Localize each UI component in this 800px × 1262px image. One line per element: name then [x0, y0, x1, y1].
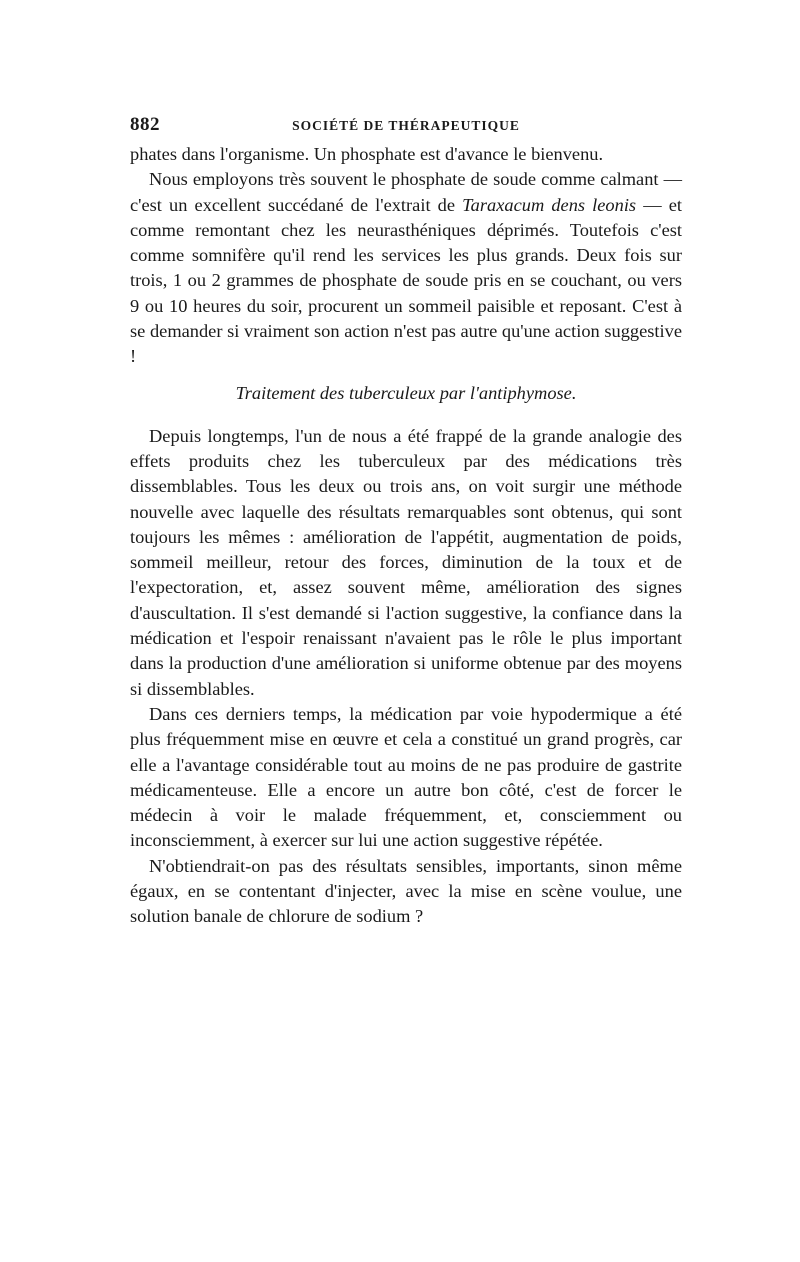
- page-number: 882: [130, 114, 160, 135]
- italic-species-name: Taraxacum dens leonis: [462, 194, 637, 215]
- paragraph-phosphate: [130, 167, 682, 369]
- running-title: SOCIÉTÉ DE THÉRAPEUTIQUE: [292, 118, 520, 133]
- paragraph-text-after-italic: — et comme remontant chez les neurasthéniques déprimés. Toutefois c'est comme somnifère qu'il rend les services les plus grands. Deux fois sur trois, 1 ou 2 grammes de phosphate de soude pris en se couchant, ou vers 9 ou 10 heures du soir, procurent un sommeil paisible et reposant. C'est à se demander si vraiment son action n'est pas autre qu'une action suggestive !: [130, 194, 682, 367]
- document-page: [130, 112, 682, 930]
- paragraph-continuation: phates dans l'organisme. Un phosphate est d'avance le bienvenu.: [130, 144, 604, 164]
- paragraph-question: N'obtiendrait-on pas des résultats sensibles, importants, sinon même égaux, en se contentant d'injecter, avec la mise en scène voulue, une solution banale de chlorure de sodium ?: [130, 855, 682, 927]
- paragraph-hypodermic: Dans ces derniers temps, la médication par voie hypodermique a été plus fréquemment mise en œuvre et cela a constitué un grand progrès, car elle a l'avantage considérable tout au moins de ne pas produire de gastrite médicamenteuse. Elle a encore un autre bon côté, c'est de forcer le médecin à voir le malade fréquemment, et, consciemment ou inconsciemment, à exercer sur lui une action suggestive répétée.: [130, 703, 682, 851]
- paragraph-text-before-italic: Nous employons très souvent le phosphate de soude comme calmant — c'est un excellent succédané de l'extrait de: [130, 169, 682, 215]
- section-heading: Traitement des tuberculeux par l'antiphymose.: [235, 382, 577, 403]
- paragraph-tuberculosis-intro: Depuis longtemps, l'un de nous a été frappé de la grande analogie des effets produits chez les tuberculeux par des médications très dissemblables. Tous les deux ou trois ans, on voit surgir une méthode nouvelle avec laquelle des résultats remarquables sont obtenus, qui sont toujours les mêmes : amélioration de l'appétit, augmentation de poids, sommeil meilleur, retour des forces, diminution de la toux et de l'expectoration, et, assez souvent même, amélioration des signes d'auscultation. Il s'est demandé si l'action suggestive, la confiance dans la médication et l'espoir renaissant n'avaient pas le rôle le plus important dans la production d'une amélioration si uniforme obtenue par des moyens si dissemblables.: [130, 425, 682, 699]
- running-header: [130, 112, 682, 142]
